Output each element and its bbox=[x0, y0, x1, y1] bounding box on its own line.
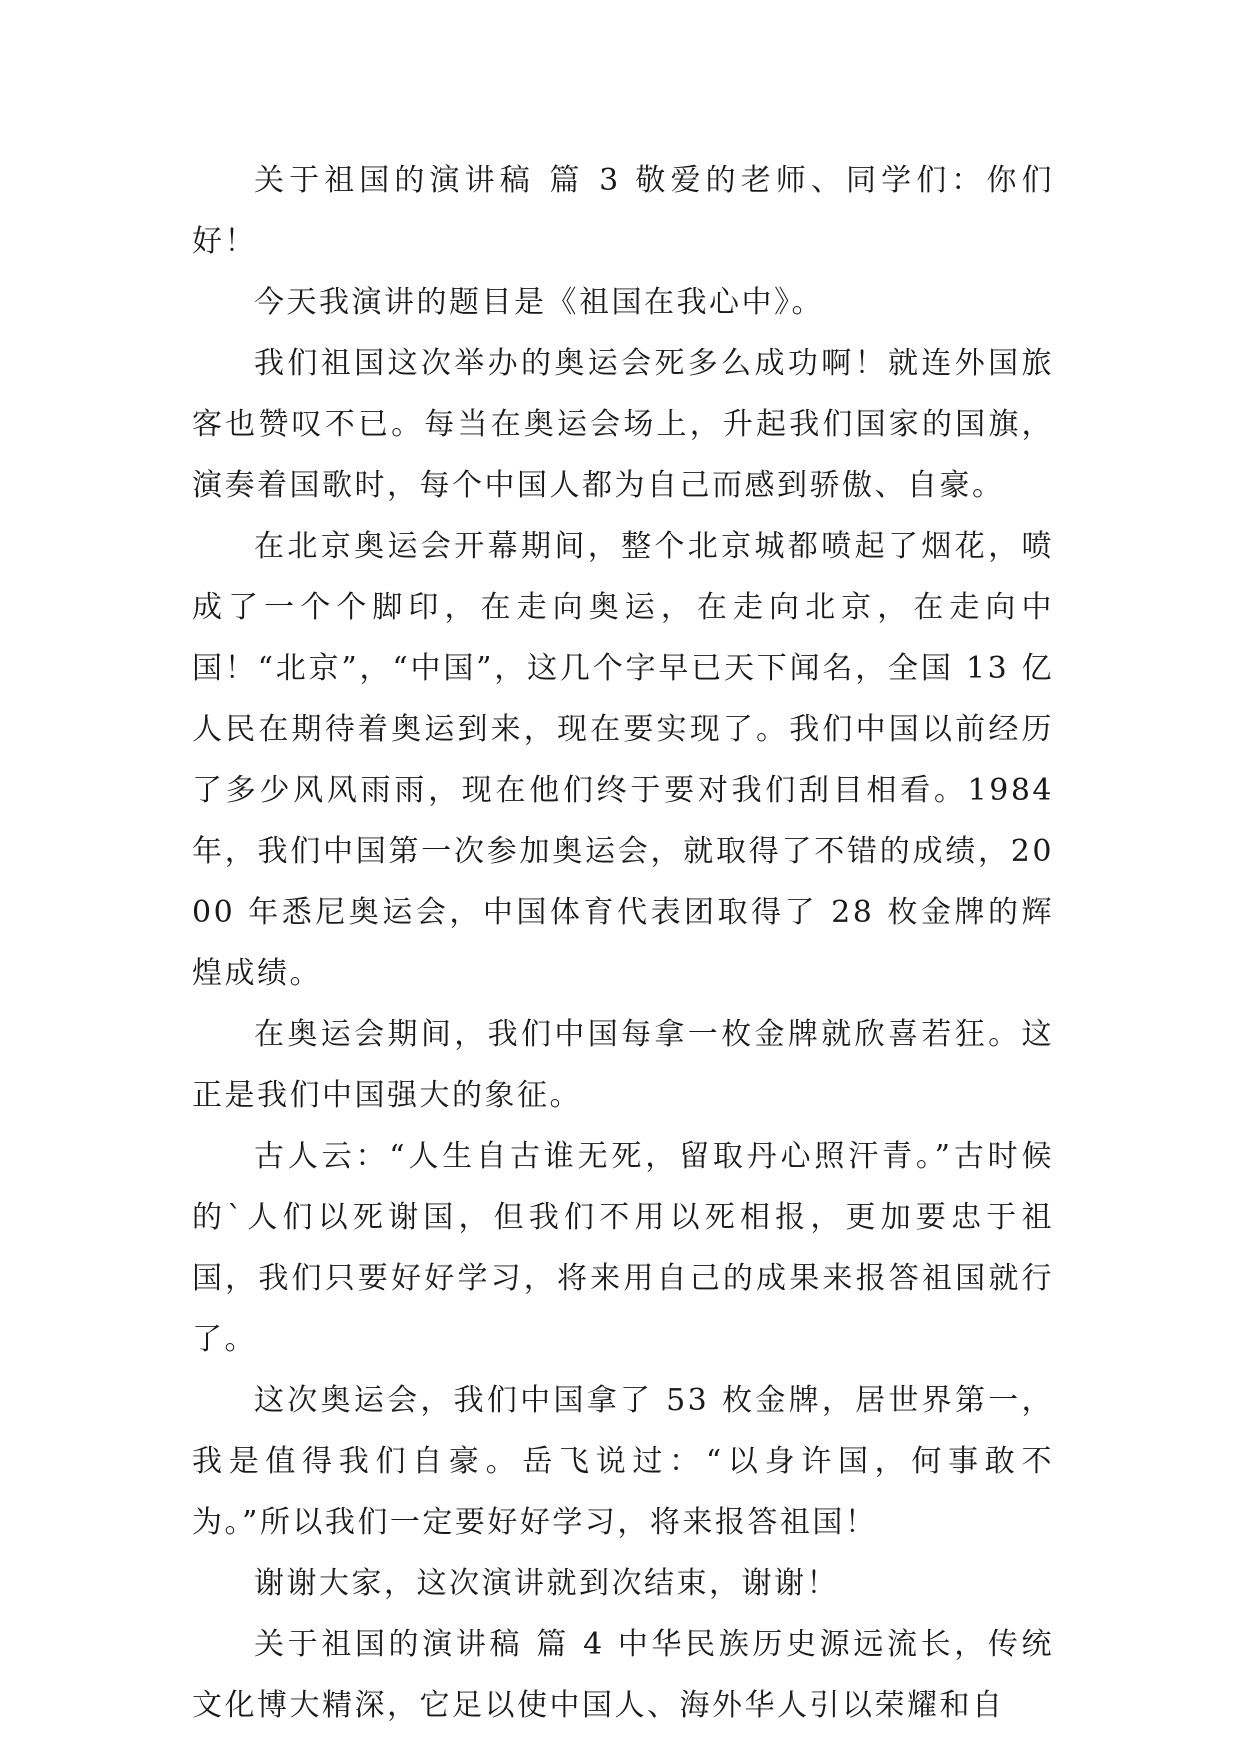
paragraph-5: 在奥运会期间，我们中国每拿一枚金牌就欣喜若狂。这正是我们中国强大的象征。 bbox=[192, 1017, 1054, 1113]
paragraph-4: 在北京奥运会开幕期间，整个北京城都喷起了烟花，喷成了一个个脚印，在走向奥运，在走向北京，在走向中国！“北京”，“中国”，这几个字早已天下闻名，全国 13 亿人民在期待着奥运到来，现在要实现了。我们中国以前经历了多少风风雨雨，现在他们终于要对我们刮目相看。1984 年，我们中国第一次参加奥运会，就取得了不错的成绩，2000 年悉尼奥运会，中国体育代表团取得了 28 枚金牌的辉煌成绩。 bbox=[192, 529, 1054, 991]
paragraph-1: 关于祖国的演讲稿 篇 3 敬爱的老师、同学们：你们好！ bbox=[192, 163, 1054, 259]
paragraph-3: 我们祖国这次举办的奥运会死多么成功啊！就连外国旅客也赞叹不已。每当在奥运会场上，升起我们国家的国旗，演奏着国歌时，每个中国人都为自己而感到骄傲、自豪。 bbox=[192, 346, 1054, 503]
paragraph-2: 今天我演讲的题目是《祖国在我心中》。 bbox=[254, 285, 824, 320]
document-body bbox=[192, 150, 1054, 1736]
paragraph-9: 关于祖国的演讲稿 篇 4 中华民族历史源远流长，传统文化博大精深，它足以使中国人、海外华人引以荣耀和自 bbox=[192, 1627, 1054, 1723]
paragraph-8: 谢谢大家，这次演讲就到次结束，谢谢！ bbox=[254, 1566, 839, 1601]
paragraph-7: 这次奥运会，我们中国拿了 53 枚金牌，居世界第一，我是值得我们自豪。岳飞说过：“以身许国，何事敢不为。”所以我们一定要好好学习，将来报答祖国！ bbox=[192, 1383, 1054, 1540]
paragraph-6: 古人云：“人生自古谁无死，留取丹心照汗青。”古时候的`人们以死谢国，但我们不用以死相报，更加要忠于祖国，我们只要好好学习，将来用自己的成果来报答祖国就行了。 bbox=[192, 1139, 1054, 1357]
